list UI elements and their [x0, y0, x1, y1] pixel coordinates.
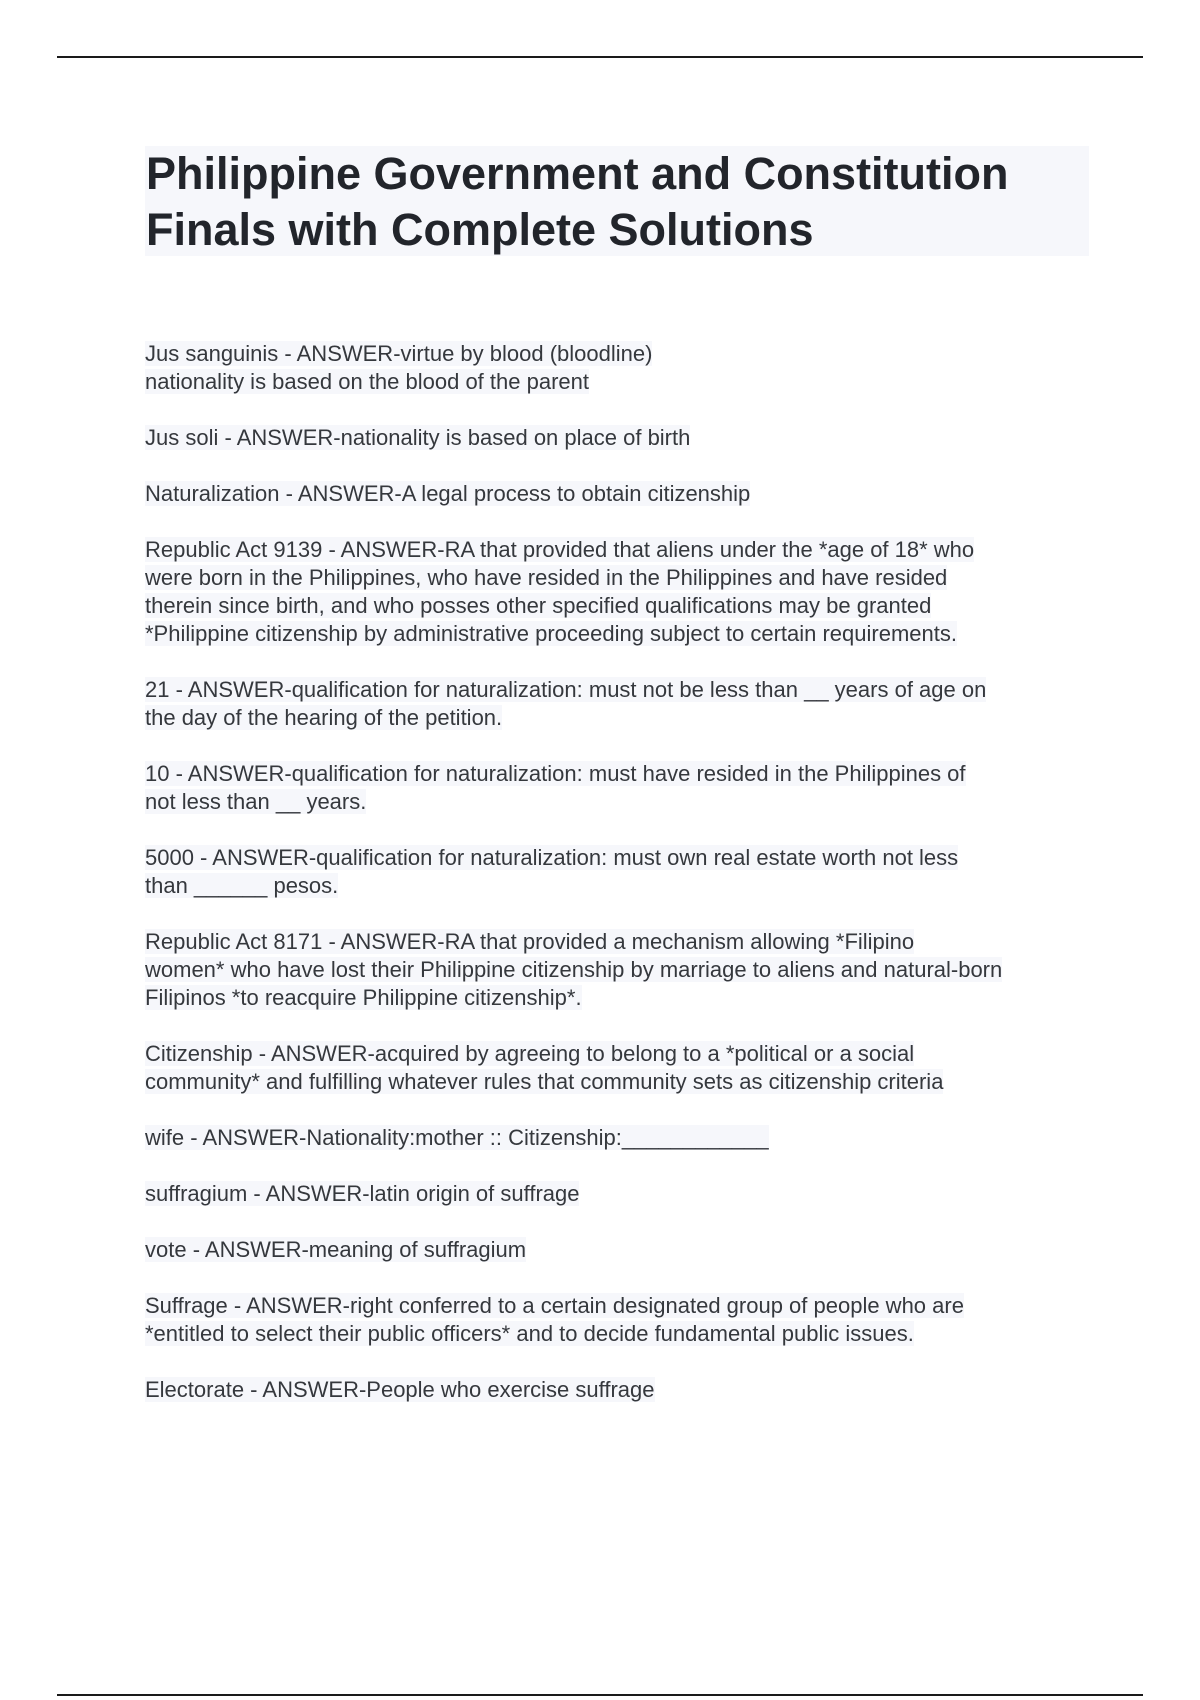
title-line-2: Finals with Complete Solutions [146, 204, 814, 255]
qa-entry-text: Citizenship - ANSWER-acquired by agreeing to belong to a *political or a social community* and fulfilling whatever rules that community sets as citizenship criteria [145, 1041, 944, 1094]
qa-entry-text: 10 - ANSWER-qualification for naturalization: must have resided in the Philippines of not less than __ years. [145, 761, 966, 814]
qa-entry [145, 480, 1095, 508]
title-line-1: Philippine Government and Constitution [146, 148, 1009, 199]
qa-entry [145, 928, 1095, 1012]
qa-entry-text: Republic Act 9139 - ANSWER-RA that provided that aliens under the *age of 18* who were born in the Philippines, who have resided in the Philippines and have resided therein since birth, and who posses other specified qualifications may be granted *Philippine citizenship by administrative proceeding subject to certain requirements. [145, 537, 975, 646]
qa-entry-text: suffragium - ANSWER-latin origin of suffrage [145, 1181, 580, 1206]
qa-entry-text: wife - ANSWER-Nationality:mother :: Citizenship:____________ [145, 1125, 769, 1150]
qa-entry-text: Electorate - ANSWER-People who exercise suffrage [145, 1377, 655, 1402]
qa-entry [145, 536, 1095, 648]
qa-entry-text: vote - ANSWER-meaning of suffragium [145, 1237, 527, 1262]
qa-entry-text: 5000 - ANSWER-qualification for naturalization: must own real estate worth not less than ______ pesos. [145, 845, 959, 898]
qa-entry [145, 844, 1095, 900]
qa-entry-text: Jus sanguinis - ANSWER-virtue by blood (bloodline) nationality is based on the blood of the parent [145, 341, 653, 394]
qa-entry-text: Suffrage - ANSWER-right conferred to a certain designated group of people who are *entitled to select their public officers* and to decide fundamental public issues. [145, 1293, 964, 1346]
top-rule [57, 56, 1143, 58]
qa-entry [145, 1180, 1095, 1208]
qa-entry [145, 340, 1095, 396]
qa-entry-text: 21 - ANSWER-qualification for naturalization: must not be less than __ years of age on the day of the hearing of the petition. [145, 677, 987, 730]
qa-entry [145, 1124, 1095, 1152]
document-title [145, 146, 1089, 258]
bottom-rule [57, 1694, 1143, 1696]
qa-entry [145, 1040, 1095, 1096]
title-block [145, 146, 1089, 256]
qa-entry [145, 1292, 1095, 1348]
qa-entry-text: Jus soli - ANSWER-nationality is based on place of birth [145, 425, 691, 450]
qa-entry [145, 424, 1095, 452]
qa-entry-text: Republic Act 8171 - ANSWER-RA that provided a mechanism allowing *Filipino women* who have lost their Philippine citizenship by marriage to aliens and natural-born Filipinos *to reacquire Philippine citizenship*. [145, 929, 1003, 1010]
qa-entry [145, 760, 1095, 816]
qa-entry [145, 676, 1095, 732]
qa-entry [145, 1236, 1095, 1264]
qa-entry [145, 1376, 1095, 1404]
qa-list [145, 340, 1095, 1432]
qa-entry-text: Naturalization - ANSWER-A legal process to obtain citizenship [145, 481, 751, 506]
